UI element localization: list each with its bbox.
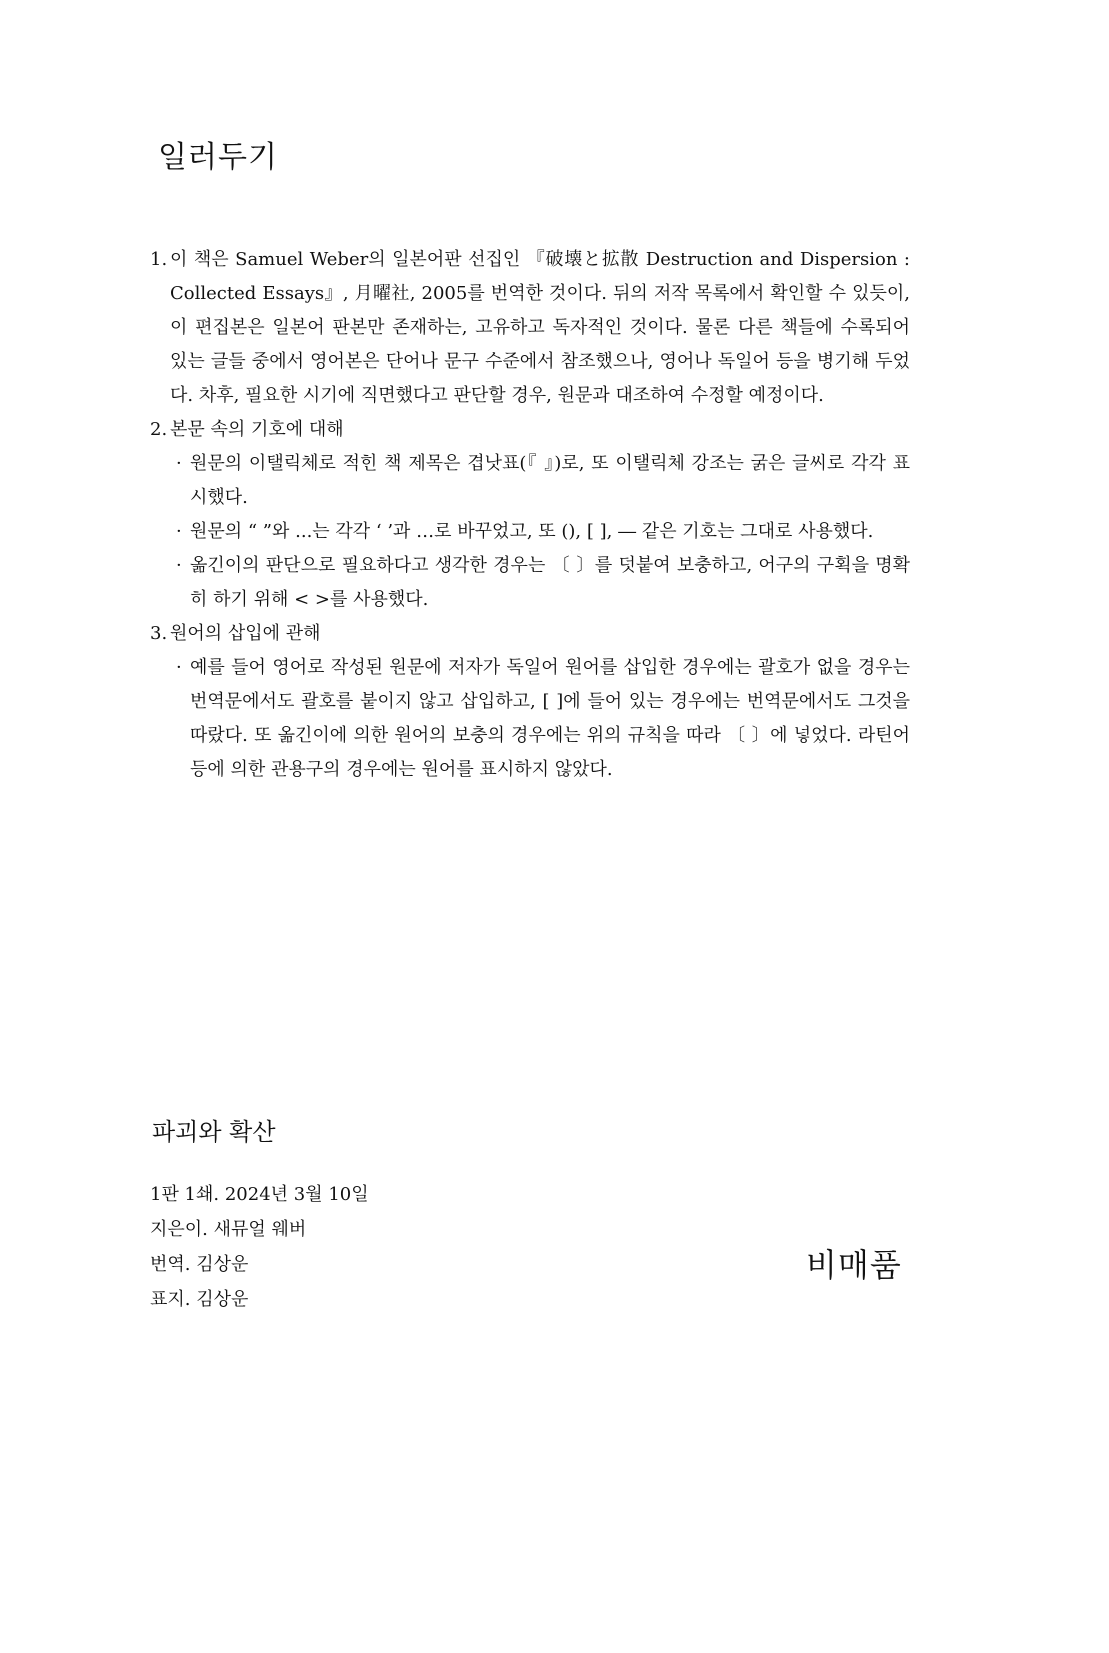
bullet-text: 원문의 “ ”와 ...는 각각 ‘ ’과 …로 바꾸었고, 또 (), [ ], ― 같은 기호는 그대로 사용했다. [190, 521, 874, 542]
note-title: 본문 속의 기호에 대해 [170, 419, 344, 440]
note-1 [150, 243, 910, 413]
bullet-text: 예를 들어 영어로 작성된 원문에 저자가 독일어 원어를 삽입한 경우에는 괄호가 없을 경우는 번역문에서도 괄호를 붙이지 않고 삽입하고, [ ]에 들어 있는 경우에는 번역문에서도 그것을 따랐다. 또 옮긴이에 의한 원어의 보충의 경우에는 위의 규칙을 따라 〔 〕에 넣었다. 라틴어 등에 의한 관용구의 경우에는 원어를 표시하지 않았다. [190, 657, 910, 780]
book-title: 파괴와 확산 [152, 1118, 276, 1146]
list-item [176, 651, 910, 787]
note-3-bullets [150, 651, 910, 787]
note-2-bullets [150, 447, 910, 617]
note-number: 2. [150, 419, 168, 440]
bullet-mark: · [176, 521, 182, 542]
note-number: 3. [150, 623, 168, 644]
list-item [176, 549, 910, 617]
note-text: 이 책은 Samuel Weber의 일본어판 선집인 『破壊と拡散 Destruction and Dispersion : Collected Essays』, 月曜社, 2005를 번역한 것이다. 뒤의 저작 목록에서 확인할 수 있듯이, 이 편집본은 일본어 판본만 존재하는, 고유하고 독자적인 것이다. 물론 다른 책들에 수록되어 있는 글들 중에서 영어본은 단어나 문구 수준에서 참조했으나, 영어나 독일어 등을 병기해 두었다. 차후, 필요한 시기에 직면했다고 판단할 경우, 원문과 대조하여 수정할 예정이다. [170, 249, 910, 406]
page-heading: 일러두기 [158, 140, 278, 175]
list-item [176, 447, 910, 515]
colophon [150, 1177, 369, 1317]
bullet-mark: · [176, 555, 182, 576]
bullet-text: 옮긴이의 판단으로 필요하다고 생각한 경우는 〔 〕를 덧붙여 보충하고, 어구의 구획을 명확히 하기 위해 < >를 사용했다. [190, 555, 910, 610]
colophon-edition: 1판 1쇄. 2024년 3월 10일 [150, 1184, 369, 1205]
colophon-author: 지은이. 새뮤얼 웨버 [150, 1219, 307, 1240]
list-item [176, 515, 910, 549]
colophon-translator: 번역. 김상운 [150, 1254, 249, 1275]
notes-list [150, 243, 910, 787]
not-for-sale-label: 비매품 [806, 1246, 902, 1284]
bullet-text: 원문의 이탤릭체로 적힌 책 제목은 겹낫표(『 』)로, 또 이탤릭체 강조는 굵은 글씨로 각각 표시했다. [190, 453, 910, 508]
bullet-mark: · [176, 657, 182, 678]
note-number: 1. [150, 249, 168, 270]
note-title: 원어의 삽입에 관해 [170, 623, 321, 644]
colophon-cover: 표지. 김상운 [150, 1289, 249, 1310]
bullet-mark: · [176, 453, 182, 474]
note-2 [150, 413, 910, 617]
note-3 [150, 617, 910, 787]
